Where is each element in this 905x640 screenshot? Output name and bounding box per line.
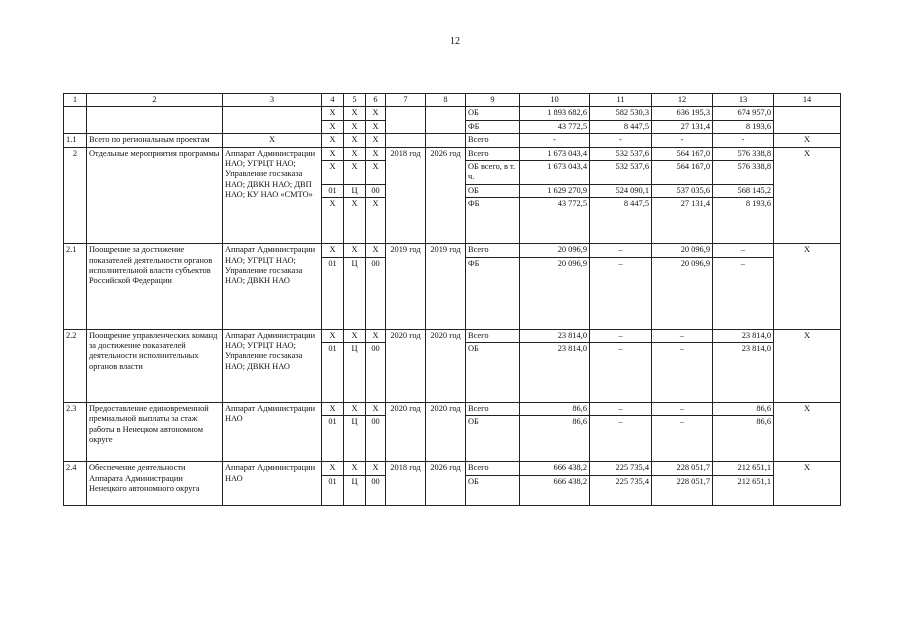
table-row: 01 Ц 00 ОБ 1 629 270,9 524 090,1 537 035,6 568 145,2 [64, 184, 841, 197]
header-cell: 6 [366, 94, 386, 107]
header-cell: 8 [426, 94, 466, 107]
table-row: 01 Ц 00 ОБ 86,6 – – 86,6 [64, 416, 841, 462]
table-row: 01 Ц 00 ОБ 666 438,2 225 735,4 228 051,7 212 651,1 [64, 475, 841, 505]
table-header-row [64, 94, 841, 107]
table-row: 01 Ц 00 ФБ 20 096,9 – 20 096,9 – [64, 257, 841, 329]
table-row: Х Х Х ФБ 43 772,5 8 447,5 27 131,4 8 193,6 [64, 120, 841, 133]
section-row-2: 2 Отдельные мероприятия программы Аппарат Администрации НАО; УГРЦТ НАО; Управление госзаказа НАО; ДВКН НАО; ДВП НАО; КУ НАО «СМТО» Х Х Х 2018 год 2026 год Всего 1 673 043,4 532 537,6 564 167,0 576 338,8 Х [64, 147, 841, 160]
header-cell: 10 [520, 94, 590, 107]
header-cell: 7 [386, 94, 426, 107]
program-table [63, 93, 841, 506]
section-row-2-4: 2.4 Обеспечение деятельности Аппарата Администрации Ненецкого автономного округа Аппарат Администрации НАО Х Х Х 2018 год 2026 год Всего 666 438,2 225 735,4 228 051,7 212 651,1 Х [64, 462, 841, 475]
header-cell: 12 [652, 94, 713, 107]
header-cell: 2 [87, 94, 223, 107]
table-row: Х Х Х ОБ 1 893 682,6 582 530,3 636 195,3 674 957,0 [64, 107, 841, 120]
header-cell: 4 [322, 94, 344, 107]
header-cell: 11 [590, 94, 652, 107]
table-row: Х Х Х ОБ всего, в т. ч. 1 673 043,4 532 537,6 564 167,0 576 338,8 [64, 161, 841, 185]
page-number: 12 [450, 36, 460, 47]
section-row-2-1: 2.1 Поощрение за достижение показателей деятельности органов исполнительной власти субъектов Российской Федерации Аппарат Администрации НАО; УГРЦТ НАО; Управление госзаказа НАО; ДВКН НАО Х Х Х 2019 год 2019 год Всего 20 096,9 – 20 096,9 – Х [64, 244, 841, 257]
header-cell: 13 [713, 94, 774, 107]
section-row-2-2: 2.2 Поощрение управленческих команд за достижение показателей деятельности исполнительных органов власти Аппарат Администрации НАО; УГРЦТ НАО; Управление госзаказа НАО; ДВКН НАО Х Х Х 2020 год 2020 год Всего 23 814,0 – – 23 814,0 Х [64, 329, 841, 342]
section-row-1-1: 1.1 Всего по региональным проектам Х Х Х Х Всего - - - - Х [64, 134, 841, 147]
header-cell: 5 [344, 94, 366, 107]
table-row: Х Х Х ФБ 43 772,5 8 447,5 27 131,4 8 193,6 [64, 198, 841, 244]
header-cell: 3 [223, 94, 322, 107]
table-row: 01 Ц 00 ОБ 23 814,0 – – 23 814,0 [64, 343, 841, 403]
header-cell: 14 [774, 94, 841, 107]
header-cell: 9 [466, 94, 520, 107]
header-cell: 1 [64, 94, 87, 107]
section-row-2-3: 2.3 Предоставление единовременной премиальной выплаты за стаж работы в Ненецком автономном округе Аппарат Администрации НАО Х Х Х 2020 год 2020 год Всего 86,6 – – 86,6 Х [64, 403, 841, 416]
